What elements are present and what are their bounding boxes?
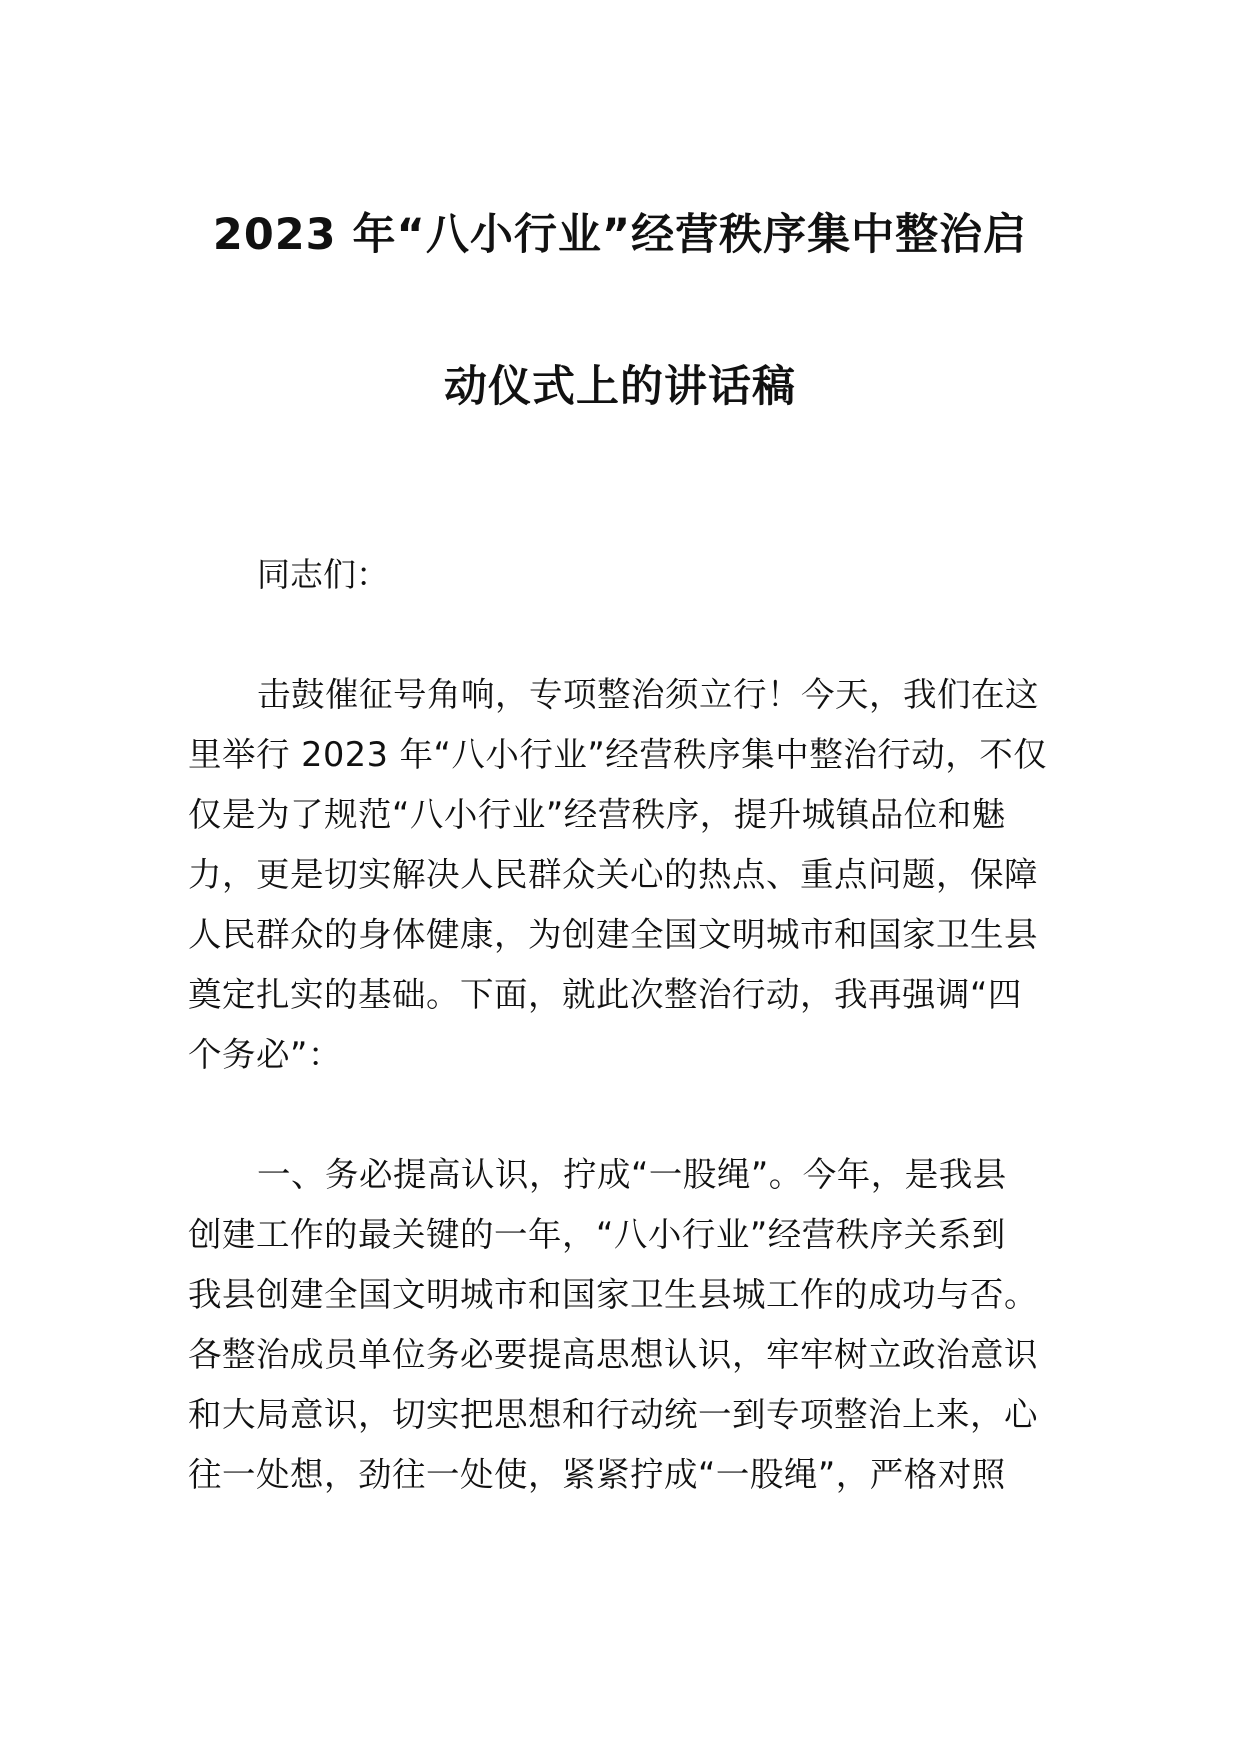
salutation: 同志们： <box>257 555 389 594</box>
paragraph-1-line-7: 个务必”： <box>188 1035 342 1074</box>
document-title-line-1: 2023 年“八小行业”经营秩序集中整治启 <box>212 210 1028 260</box>
paragraph-1-line-5: 人民群众的身体健康，为创建全国文明城市和国家卫生县 <box>188 915 1038 954</box>
paragraph-1-line-3: 仅是为了规范“八小行业”经营秩序，提升城镇品位和魅 <box>188 795 1006 834</box>
paragraph-2-line-2: 创建工作的最关键的一年，“八小行业”经营秩序关系到 <box>188 1215 1006 1254</box>
paragraph-1-line-6: 奠定扎实的基础。下面，就此次整治行动，我再强调“四 <box>188 975 1022 1014</box>
paragraph-1-line-1: 击鼓催征号角响，专项整治须立行！今天，我们在这 <box>257 675 1039 714</box>
paragraph-2-line-1: 一、务必提高认识，拧成“一股绳”。今年，是我县 <box>257 1155 1007 1194</box>
paragraph-1-line-4: 力，更是切实解决人民群众关心的热点、重点问题，保障 <box>188 855 1038 894</box>
paragraph-1-line-2: 里举行 2023 年“八小行业”经营秩序集中整治行动，不仅 <box>188 735 1048 774</box>
paragraph-2-line-5: 和大局意识，切实把思想和行动统一到专项整治上来，心 <box>188 1395 1038 1434</box>
paragraph-2-line-4: 各整治成员单位务必要提高思想认识，牢牢树立政治意识 <box>188 1335 1038 1374</box>
document-title-line-2: 动仪式上的讲话稿 <box>444 362 796 412</box>
paragraph-2-line-6: 往一处想，劲往一处使，紧紧拧成“一股绳”，严格对照 <box>188 1455 1006 1494</box>
paragraph-2-line-3: 我县创建全国文明城市和国家卫生县城工作的成功与否。 <box>188 1275 1038 1314</box>
